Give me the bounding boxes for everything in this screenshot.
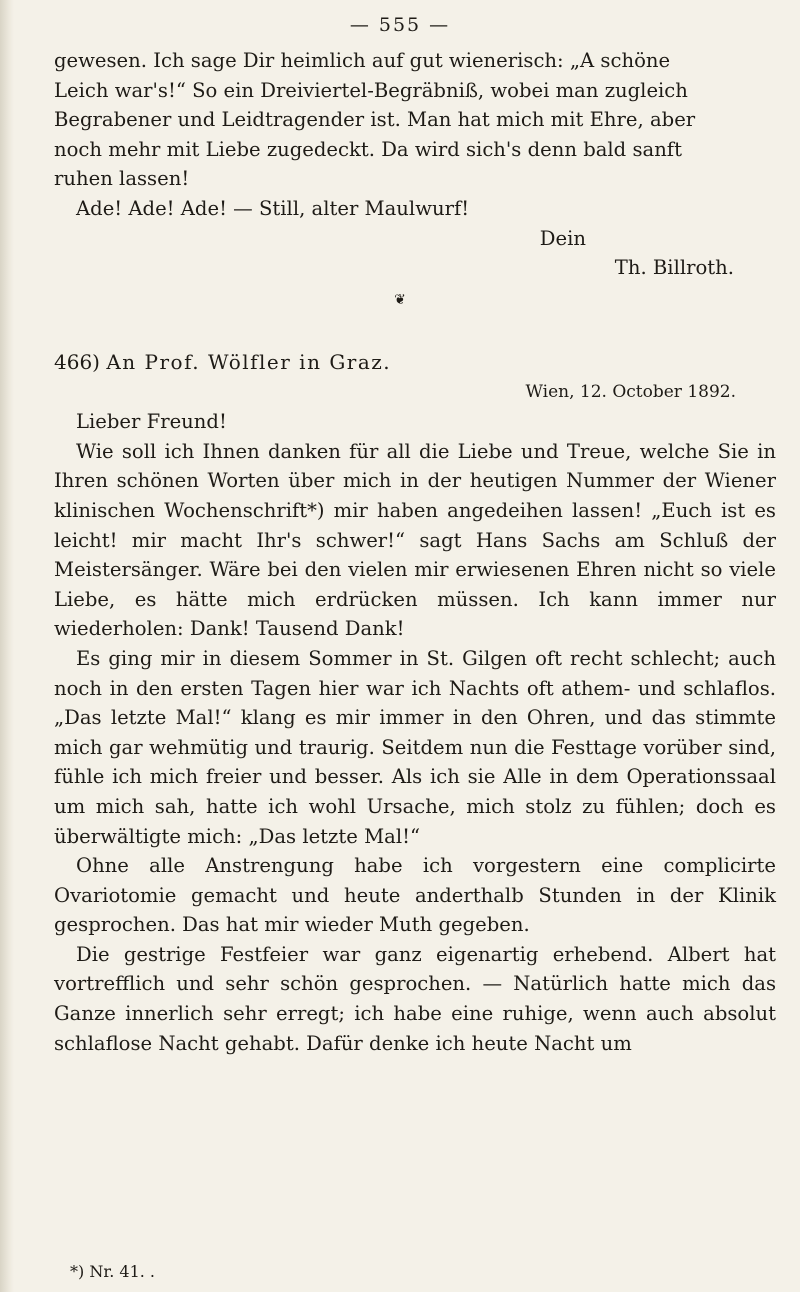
text-line: Leich war's!“ So ein Dreiviertel-Begräbniß, wobei man zugleich	[54, 78, 688, 102]
page-number: — 555 —	[349, 14, 451, 36]
body-paragraph: Es ging mir in diesem Sommer in St. Gilgen oft recht schlecht; auch noch in den ersten Tagen hier war ich Nachts oft athem- und schlaflos. „Das letzte Mal!“ klang es mir immer in den Ohren, und das stimmte mich gar wehmütig und traurig. Seitdem nun die Festtage vorüber sind, fühle ich mich freier und besser. Als ich sie Alle in dem Operationssaal um mich sah, hatte ich wohl Ursache, mich stolz zu fühlen; doch es überwältigte mich: „Das letzte Mal!“	[54, 646, 776, 848]
text-line: Begrabener und Leidtragender ist. Man hat mich mit Ehre, aber	[54, 108, 696, 132]
page-spine-shadow	[0, 0, 14, 1292]
footnote-rule	[54, 1260, 174, 1261]
footnote: *) Nr. 41. .	[70, 1262, 156, 1281]
dateline: Wien, 12. October 1892.	[525, 381, 736, 402]
text-line: ruhen lassen!	[54, 167, 190, 191]
closing-word: Dein	[539, 226, 586, 250]
letter-2	[54, 348, 776, 1058]
body-paragraph: Wie soll ich Ihnen danken für all die Liebe und Treue, welche Sie in Ihren schönen Worten über mich in der heutigen Nummer der Wiener klinischen Wochenschrift*) mir haben angedeihen lassen! „Euch ist es leicht! mir macht Ihr's schwer!“ sagt Hans Sachs am Schluß der Meistersänger. Wäre bei den vielen mir erwiesenen Ehren nicht so viele Liebe, es hätte mich erdrücken müssen. Ich kann immer nur wiederholen: Dank! Tausend Dank!	[54, 439, 776, 641]
letter-recipient: An Prof. Wölfler in Graz.	[106, 350, 392, 374]
farewell-line: Ade! Ade! Ade! — Still, alter Maulwurf!	[76, 196, 470, 220]
signature: Th. Billroth.	[614, 256, 734, 280]
letter-heading	[54, 348, 776, 378]
letter-1-ending	[54, 46, 776, 283]
text-line: gewesen. Ich sage Dir heimlich auf gut wienerisch: „A schöne	[54, 49, 671, 72]
body-paragraph: Die gestrige Festfeier war ganz eigenartig erhebend. Albert hat vortrefflich und sehr schön gesprochen. — Natürlich hatte mich das Ganze innerlich sehr erregt; ich habe eine ruhige, wenn auch absolut schlaflose Nacht gehabt. Dafür denke ich heute Nacht um	[54, 942, 776, 1055]
ornament-fleuron: ❦	[394, 292, 406, 308]
letter-number: 466)	[54, 350, 100, 374]
text-line: noch mehr mit Liebe zugedeckt. Da wird sich's denn bald sanft	[54, 137, 682, 161]
salutation: Lieber Freund!	[76, 410, 227, 434]
body-paragraph: Ohne alle Anstrengung habe ich vorgestern eine complicirte Ovariotomie gemacht und heute anderthalb Stunden in der Klinik gesprochen. Das hat mir wieder Muth gegeben.	[54, 854, 776, 937]
